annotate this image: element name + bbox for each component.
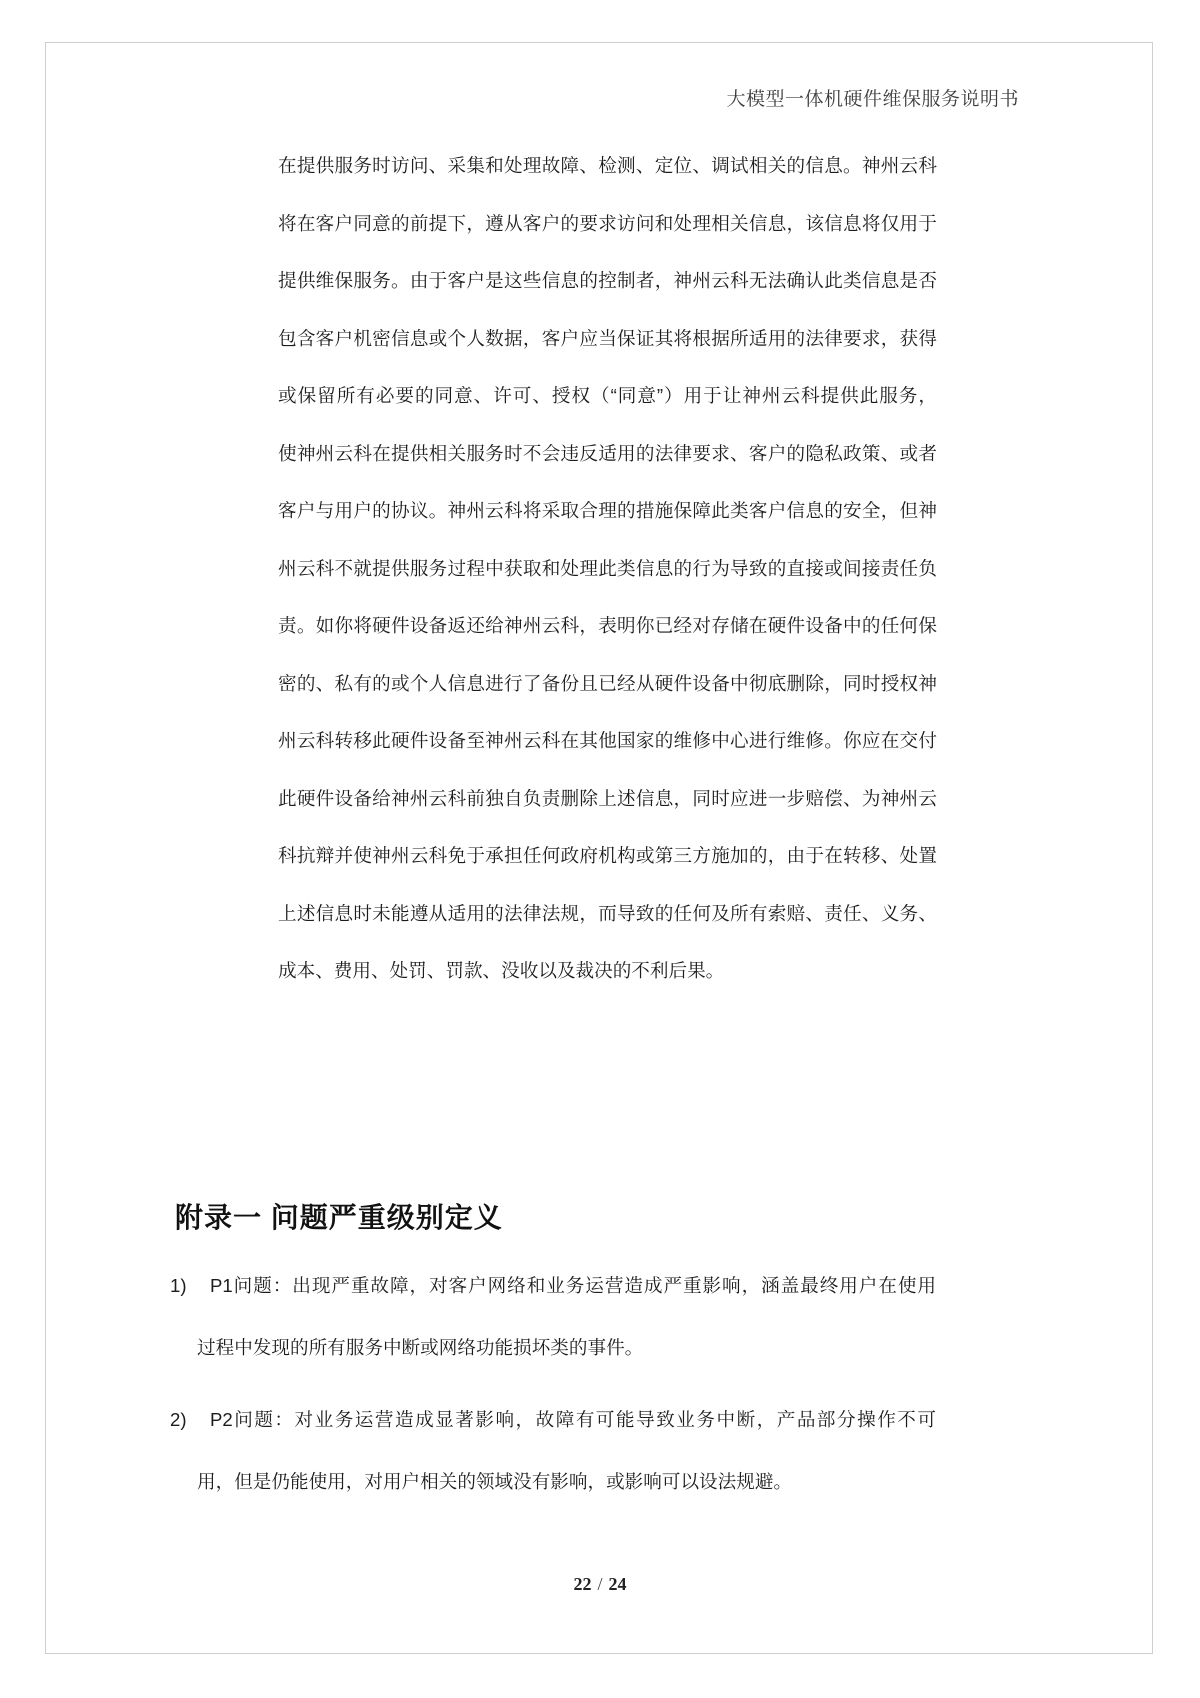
document-header-title: 大模型一体机硬件维保服务说明书	[726, 89, 1019, 110]
body-paragraph	[278, 137, 937, 1000]
list-marker: 1)	[170, 1275, 187, 1296]
paragraph-line: 成本、费用、处罚、罚款、没收以及裁决的不利后果。	[278, 960, 725, 981]
page-footer	[0, 1574, 1200, 1595]
paragraph-line: 使神州云科在提供相关服务时不会违反适用的法律要求、客户的隐私政策、或者	[278, 442, 937, 464]
paragraph-line: 州云科转移此硬件设备至神州云科在其他国家的维修中心进行维修。你应在交付	[278, 730, 937, 751]
paragraph-line: 上述信息时未能遵从适用的法律法规，而导致的任何及所有索赔、责任、义务、	[278, 902, 937, 924]
list-item-line: P2问题：对业务运营造成显著影响，故障有可能导致业务中断，产品部分操作不可	[210, 1409, 936, 1430]
paragraph-line: 客户与用户的协议。神州云科将采取合理的措施保障此类客户信息的安全，但神	[278, 500, 937, 521]
paragraph-line: 包含客户机密信息或个人数据，客户应当保证其将根据所适用的法律要求，获得	[278, 327, 937, 349]
paragraph-line: 密的、私有的或个人信息进行了备份且已经从硬件设备中彻底删除，同时授权神	[278, 672, 937, 694]
list-item-line: P1问题：出现严重故障，对客户网络和业务运营造成严重影响，涵盖最终用户在使用	[210, 1275, 936, 1296]
paragraph-line: 在提供服务时访问、采集和处理故障、检测、定位、调试相关的信息。神州云科	[278, 155, 937, 176]
appendix-heading: 附录一 问题严重级别定义	[175, 1201, 503, 1233]
list-item-p1	[170, 1255, 936, 1379]
page-number-separator: /	[597, 1574, 603, 1594]
list-marker: 2)	[170, 1409, 187, 1430]
paragraph-line: 将在客户同意的前提下，遵从客户的要求访问和处理相关信息，该信息将仅用于	[278, 212, 937, 234]
list-item-line: 过程中发现的所有服务中断或网络功能损坏类的事件。	[197, 1337, 644, 1358]
paragraph-line: 提供维保服务。由于客户是这些信息的控制者，神州云科无法确认此类信息是否	[278, 270, 937, 291]
page-number-current: 22	[573, 1574, 592, 1594]
paragraph-line: 州云科不就提供服务过程中获取和处理此类信息的行为导致的直接或间接责任负	[278, 557, 937, 579]
list-item-p2	[170, 1389, 936, 1513]
page-number-total: 24	[608, 1574, 627, 1594]
paragraph-line: 责。如你将硬件设备返还给神州云科，表明你已经对存储在硬件设备中的任何保	[278, 615, 937, 636]
paragraph-line: 科抗辩并使神州云科免于承担任何政府机构或第三方施加的，由于在转移、处置	[278, 845, 937, 866]
list-item-line: 用，但是仍能使用，对用户相关的领域没有影响，或影响可以设法规避。	[197, 1471, 793, 1492]
paragraph-line: 此硬件设备给神州云科前独自负责删除上述信息，同时应进一步赔偿、为神州云	[278, 787, 937, 809]
paragraph-line: 或保留所有必要的同意、许可、授权（“同意”）用于让神州云科提供此服务，	[278, 385, 937, 406]
